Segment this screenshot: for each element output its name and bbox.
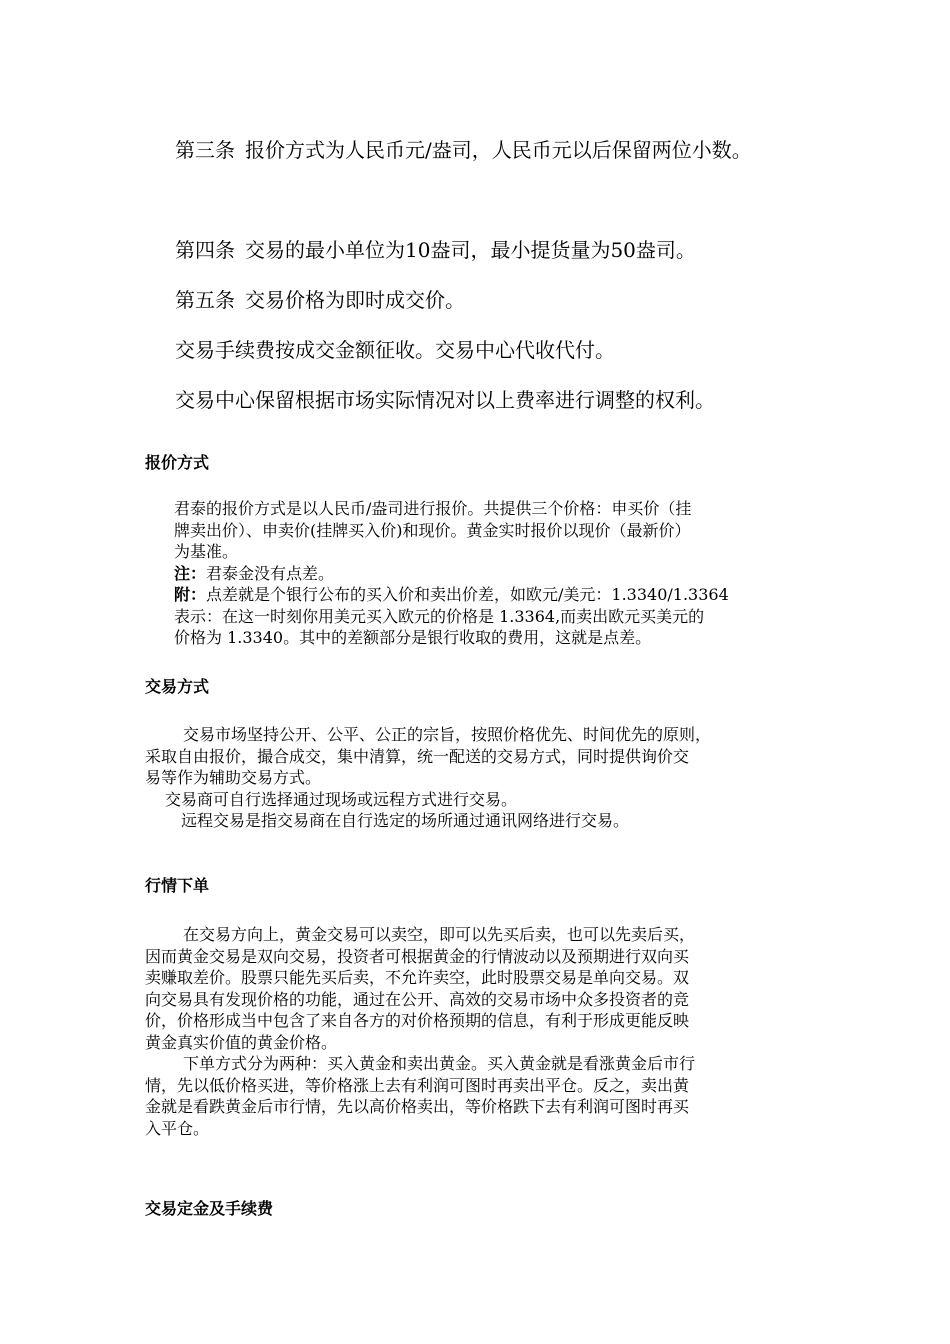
trade-line: 远程交易是指交易商在自行选定的场所通过通讯网络进行交易。 [181, 811, 630, 830]
quote-paragraph [174, 498, 729, 649]
quote-line: 为基准。 [174, 542, 239, 561]
order-line: 下单方式分为两种：买入黄金和卖出黄金。买入黄金就是看涨黄金后市行 [183, 1054, 696, 1073]
article-4-lead: 第四条 [175, 238, 235, 262]
trade-paragraph [145, 724, 711, 832]
rights-text: 交易中心保留根据市场实际情况对以上费率进行调整的权利。 [175, 388, 715, 412]
note-line [174, 563, 729, 585]
fee-text: 交易手续费按成交金额征收。交易中心代收代付。 [175, 338, 615, 362]
article-4 [175, 236, 696, 264]
trade-line: 采取自由报价，撮合成交，集中清算，统一配送的交易方式，同时提供询价交 [145, 746, 690, 766]
appendix-line: 表示：在这一时刻你用美元买入欧元的价格是 1.3364,而卖出欧元买美元的 [174, 606, 705, 626]
note-label: 注： [174, 563, 207, 583]
rights-paragraph [175, 386, 715, 414]
order-line: 情，先以低价格买进，等价格涨上去有利润可图时再卖出平仓。反之，卖出黄 [145, 1075, 690, 1095]
article-5-text: 交易价格为即时成交价。 [245, 288, 465, 312]
trade-line: 交易市场坚持公开、公平、公正的宗旨，按照价格优先、时间优先的原则， [183, 725, 712, 744]
appendix-line [174, 584, 729, 606]
order-line: 在交易方向上，黄金交易可以卖空，即可以先买后卖，也可以先卖后买， [183, 925, 696, 944]
appendix-line: 价格为 1.3340。其中的差额部分是银行收取的费用，这就是点差。 [174, 628, 652, 647]
heading-order: 行情下单 [145, 876, 210, 895]
order-line: 入平仓。 [145, 1118, 210, 1138]
fee-paragraph [175, 336, 615, 364]
order-line: 向交易具有发现价格的功能，通过在公开、高效的交易市场中众多投资者的竞 [145, 989, 690, 1009]
article-3-text: 报价方式为人民币元/盎司，人民币元以后保留两位小数。 [245, 138, 752, 162]
order-line: 黄金真实价值的黄金价格。 [145, 1032, 338, 1052]
order-line: 金就是看跌黄金后市行情，先以高价格卖出，等价格跌下去有利润可图时再买 [145, 1097, 690, 1116]
appendix-text: 点差就是个银行公布的买入价和卖出价差，如欧元/美元：1.3340/1.3364 [206, 585, 729, 604]
heading-quote-method: 报价方式 [145, 453, 210, 472]
article-5-lead: 第五条 [175, 288, 235, 312]
article-5 [175, 286, 465, 314]
article-3 [175, 136, 752, 164]
trade-line: 交易商可自行选择通过现场或远程方式进行交易。 [165, 789, 518, 809]
quote-line: 牌卖出价）、申卖价(挂牌买入价)和现价。黄金实时报价以现价（最新价） [174, 520, 691, 540]
order-line: 价，价格形成当中包含了来自各方的对价格预期的信息，有利于形成更能反映 [145, 1011, 690, 1030]
order-paragraph [145, 924, 695, 1139]
article-4-text: 交易的最小单位为10盎司，最小提货量为50盎司。 [245, 238, 696, 262]
trade-line: 易等作为辅助交易方式。 [145, 768, 322, 787]
order-line: 卖赚取差价。股票只能先买后卖，不允许卖空，此时股票交易是单向交易。双 [145, 968, 690, 987]
heading-deposit-fee: 交易定金及手续费 [145, 1199, 274, 1218]
quote-line: 君泰的报价方式是以人民币/盎司进行报价。共提供三个价格：申买价（挂 [174, 499, 692, 518]
appendix-label: 附： [174, 585, 207, 604]
article-3-lead: 第三条 [175, 138, 235, 162]
heading-trade-method: 交易方式 [145, 677, 210, 696]
note-text: 君泰金没有点差。 [206, 563, 335, 583]
order-line: 因而黄金交易是双向交易，投资者可根据黄金的行情波动以及预期进行双向买 [145, 946, 690, 966]
